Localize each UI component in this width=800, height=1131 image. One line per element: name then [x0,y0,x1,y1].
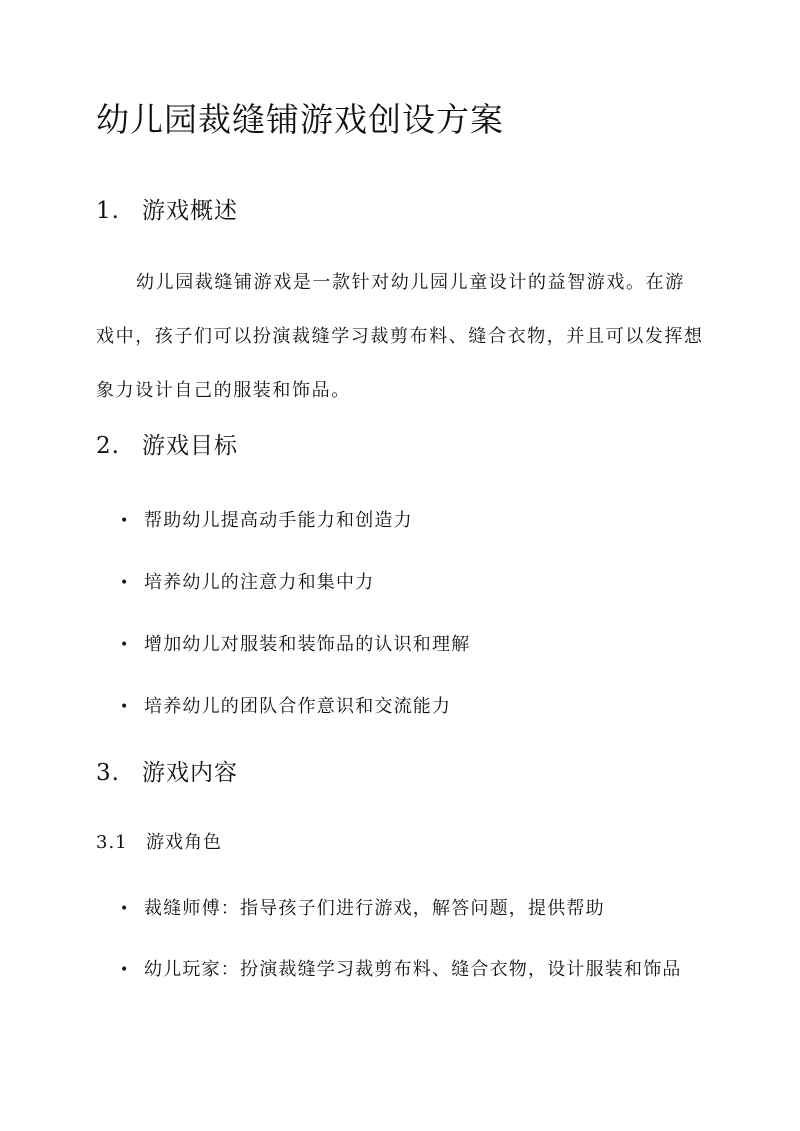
section-title: 游戏概述 [142,198,238,224]
section-heading-overview [96,195,238,227]
list-item [120,943,724,997]
list-item [120,882,724,936]
list-item [120,556,724,610]
document-title: 幼儿园裁缝铺游戏创设方案 [96,100,504,139]
section-number: 1. [96,198,120,224]
subsection-number: 3.1 [96,832,128,853]
list-item-text: 培养幼儿的团队合作意识和交流能力 [144,696,452,717]
bullet-icon: • [120,699,130,715]
list-item [120,680,724,734]
overview-paragraph: 幼儿园裁缝铺游戏是一款针对幼儿园儿童设计的益智游戏。在游戏中，孩子们可以扮演裁缝学习裁剪布料、缝合衣物，并且可以发挥想象力设计自己的服装和饰品。 [96,272,704,401]
list-item-text: 培养幼儿的注意力和集中力 [144,572,375,593]
section-number: 2. [96,433,120,459]
list-item-text: 帮助幼儿提高动手能力和创造力 [144,510,413,531]
list-item-text: 裁缝师傅：指导孩子们进行游戏，解答问题，提供帮助 [144,898,605,919]
subsection-title: 游戏角色 [146,832,222,853]
section-heading-goals [96,430,238,462]
section-title: 游戏内容 [142,760,238,786]
bullet-icon: • [120,637,130,653]
bullet-icon: • [120,575,130,591]
section-title: 游戏目标 [142,433,238,459]
section-number: 3. [96,760,120,786]
subsection-heading-roles [96,829,222,857]
list-item-text: 增加幼儿对服装和装饰品的认识和理解 [144,634,471,655]
list-item-text: 幼儿玩家：扮演裁缝学习裁剪布料、缝合衣物，设计服装和饰品 [144,959,682,980]
bullet-icon: • [120,962,130,978]
list-item [120,618,724,672]
bullet-icon: • [120,901,130,917]
section-heading-content [96,757,238,789]
list-item [120,494,724,548]
bullet-icon: • [120,513,130,529]
